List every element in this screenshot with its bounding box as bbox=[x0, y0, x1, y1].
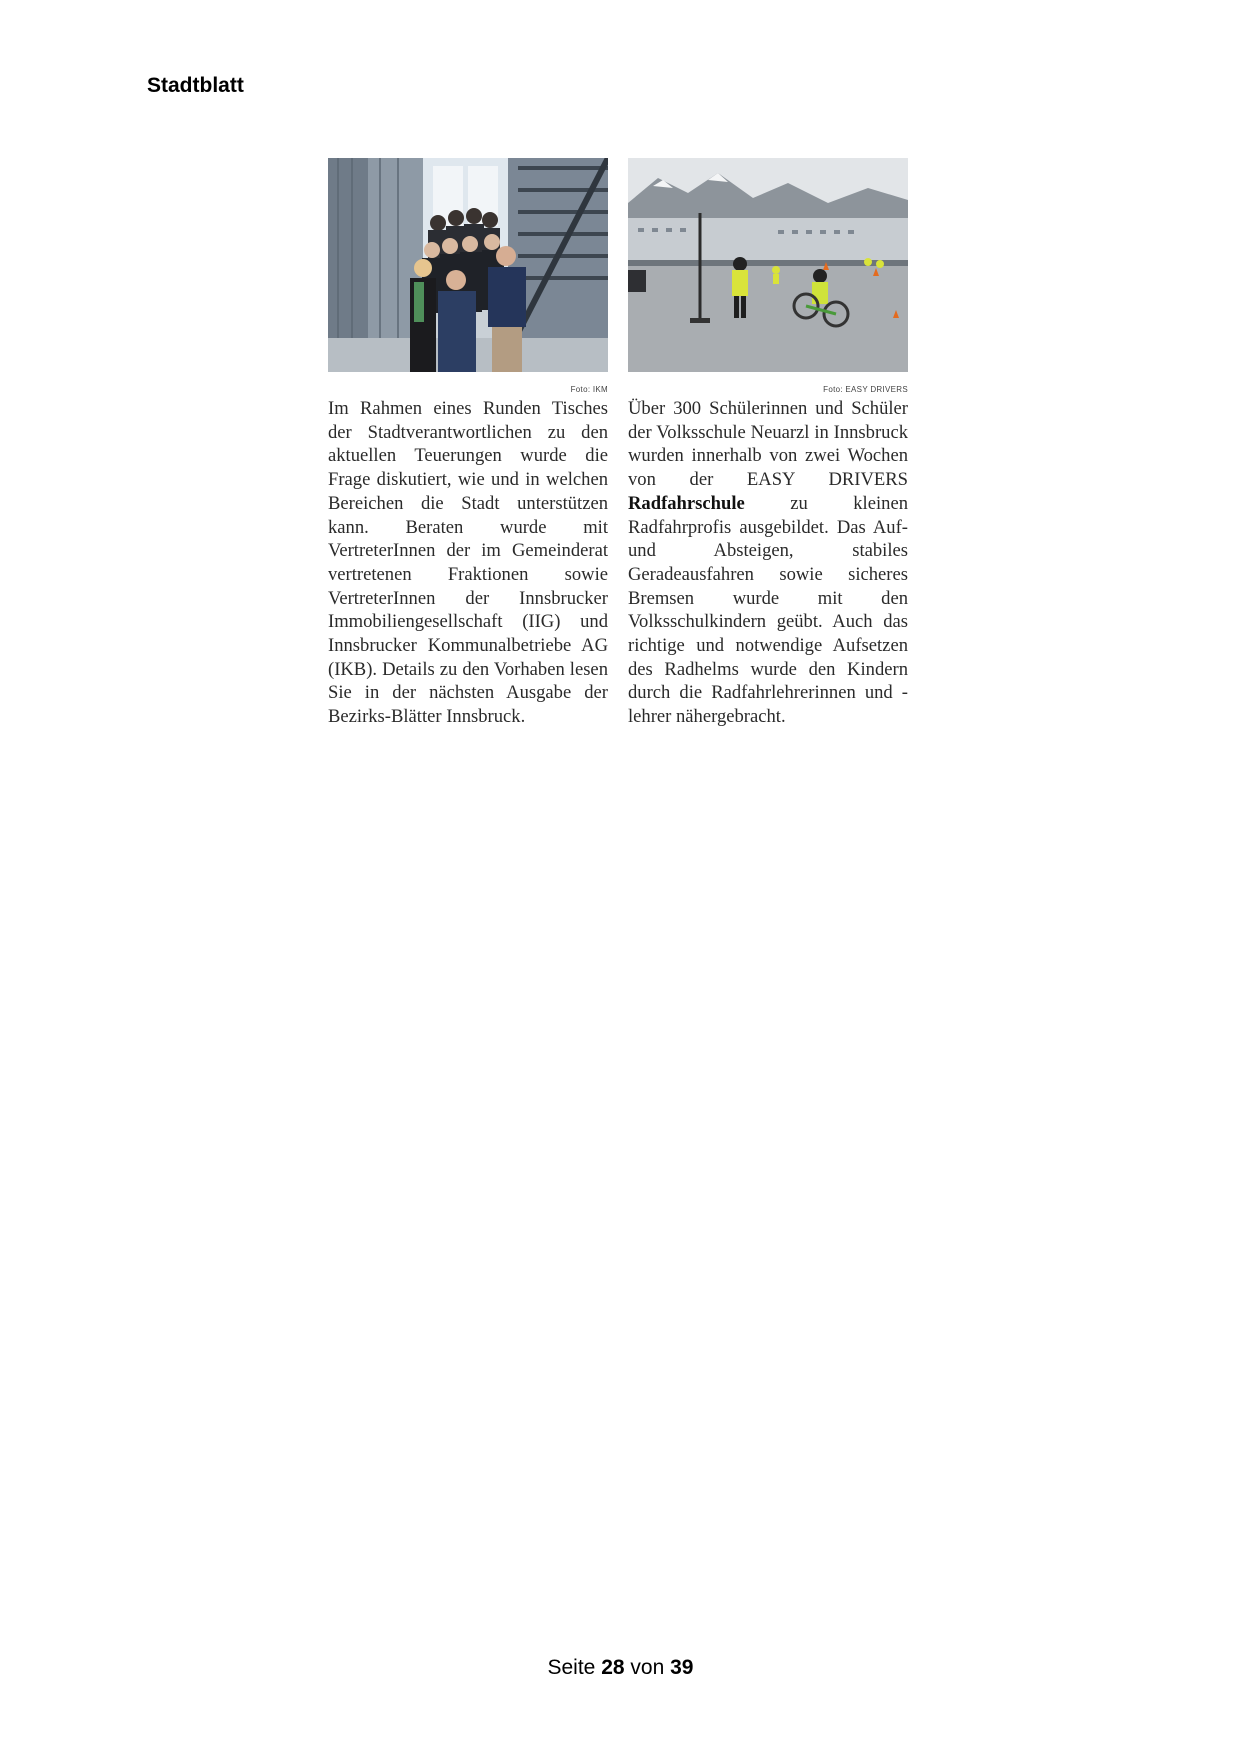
article-text-bold: Radfahrschule bbox=[628, 492, 745, 514]
photo-credit: Foto: IKM bbox=[570, 385, 608, 394]
article-cycling-school bbox=[628, 158, 908, 729]
article-round-table bbox=[328, 158, 608, 729]
article-text-start: Über 300 Schülerinnen und Schüler der Volksschule Neuarzl in Innsbruck wurden innerhalb von zwei Wochen von der EASY DRIVERS bbox=[628, 398, 908, 491]
photo-kids-cycling bbox=[628, 158, 908, 372]
header-title: Stadtblatt bbox=[147, 74, 244, 97]
article-text: Im Rahmen eines Runden Tisches der Stadtverantwortlichen zu den aktuellen Teuerungen wurde die Frage diskutiert, wie und in welchen Bereichen die Stadt unterstützen kann. Beraten wurde mit VertreterInnen der im Gemeinderat vertretenen Fraktionen sowie VertreterInnen der Innsbrucker Immobiliengesellschaft (IIG) und Innsbrucker Kommunalbetriebe AG (IKB). Details zu den Vorhaben lesen Sie in der nächsten Ausgabe der Bezirks-Blätter Innsbruck. bbox=[328, 398, 608, 728]
article-text-end: zu kleinen Radfahrprofis ausgebildet. Das Auf- und Absteigen, stabiles Geradeausfahren sowie sicheres Bremsen wurde mit den Volksschulkindern geübt. Auch das richtige und notwendige Aufsetzen des Radhelms wurde den Kindern durch die Radfahrlehrerinnen und -lehrer nähergebracht. bbox=[628, 492, 908, 728]
footer-middle: von bbox=[630, 1656, 665, 1679]
footer-total-pages: 39 bbox=[670, 1656, 694, 1679]
page-footer bbox=[0, 1656, 1241, 1680]
footer-prefix: Seite bbox=[547, 1656, 596, 1679]
photo-group-on-stairs bbox=[328, 158, 608, 372]
footer-page-number: 28 bbox=[601, 1656, 625, 1679]
photo-credit: Foto: EASY DRIVERS bbox=[823, 385, 908, 394]
article-text bbox=[628, 397, 908, 729]
